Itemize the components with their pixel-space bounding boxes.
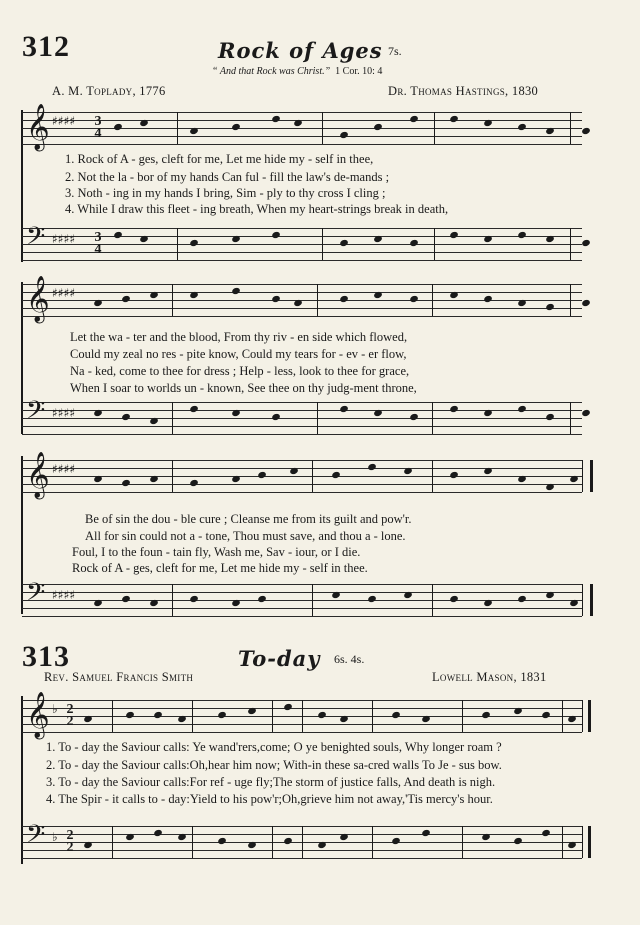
sharp-icon: ♯♯♯♯ <box>52 286 76 300</box>
verse-4-line: Rock of A - ges, cleft for me, Let me hide my - self in thee. <box>72 561 368 575</box>
note-head <box>113 231 123 239</box>
sharp-icon: ♯♯♯♯ <box>52 232 76 246</box>
staff-line <box>22 418 582 419</box>
note-head <box>189 479 199 487</box>
staff-line <box>22 308 582 309</box>
staff-line <box>22 144 582 145</box>
hymn-number: 312 <box>22 30 70 63</box>
note-head <box>231 475 241 483</box>
bass-staff <box>22 578 582 616</box>
note-head <box>483 409 493 417</box>
note-head <box>449 115 459 123</box>
staff-line <box>22 316 582 317</box>
note-head <box>217 837 227 845</box>
note-head <box>283 703 293 711</box>
note-head <box>545 303 555 311</box>
staff-line <box>22 236 582 237</box>
bar-line <box>192 700 193 732</box>
bar-line <box>432 402 433 434</box>
staff-line <box>22 460 582 461</box>
note-head <box>421 715 431 723</box>
note-head <box>567 715 577 723</box>
time-signature: 2 2 <box>66 702 74 729</box>
staff-line <box>22 492 582 493</box>
note-head <box>581 127 591 135</box>
note-head <box>513 837 523 845</box>
note-head <box>483 599 493 607</box>
treble-clef-icon: 𝄞 <box>26 452 50 498</box>
verse-1-line: 1. To - day the Saviour calls: Ye wand'rers,come; O ye benighted souls, Why longer roam ? <box>46 740 502 754</box>
hymn-meter: 6s. 4s. <box>334 652 365 666</box>
bass-clef-icon: 𝄢 <box>26 820 46 855</box>
note-head <box>339 715 349 723</box>
note-head <box>247 841 257 849</box>
note-head <box>247 707 257 715</box>
note-head <box>483 119 493 127</box>
staff-line <box>22 616 582 617</box>
note-head <box>545 413 555 421</box>
staff-line <box>22 228 582 229</box>
note-head <box>257 471 267 479</box>
bar-line <box>434 112 435 144</box>
staff-line <box>22 476 582 477</box>
note-head <box>367 595 377 603</box>
verse-3-line: Foul, I to the foun - tain fly, Wash me, Sav - iour, or I die. <box>72 545 361 559</box>
bar-line <box>192 826 193 858</box>
staff-line <box>22 112 582 113</box>
treble-clef-icon: 𝄞 <box>26 276 50 322</box>
bar-line <box>562 826 563 858</box>
note-head <box>449 231 459 239</box>
note-head <box>449 405 459 413</box>
bar-line <box>588 700 591 732</box>
note-head <box>517 299 527 307</box>
note-head <box>483 295 493 303</box>
note-head <box>93 475 103 483</box>
bar-line <box>172 460 173 492</box>
note-head <box>93 599 103 607</box>
staff-line <box>22 608 582 609</box>
verse-1-line: 1. Rock of A - ges, cleft for me, Let me hide my - self in thee, <box>65 152 374 166</box>
verse-1-line: Be of sin the dou - ble cure ; Cleanse me from its guilt and pow'r. <box>85 512 412 526</box>
note-head <box>421 829 431 837</box>
verse-4-line: 4. While I draw this fleet - ing breath, When my heart-strings break in death, <box>65 202 449 216</box>
note-head <box>581 239 591 247</box>
note-head <box>317 711 327 719</box>
note-head <box>403 591 413 599</box>
note-head <box>283 837 293 845</box>
note-head <box>271 295 281 303</box>
verse-3-line: Na - ked, come to thee for dress ; Help - less, look to thee for grace, <box>70 364 410 378</box>
bar-line <box>432 284 433 316</box>
hymn-number: 313 <box>22 640 70 673</box>
staff-line <box>22 128 582 129</box>
note-head <box>139 119 149 127</box>
staff-line <box>22 410 582 411</box>
note-head <box>567 841 577 849</box>
note-head <box>409 413 419 421</box>
verse-1-line: Let the wa - ter and the blood, From thy riv - en side which flowed, <box>70 330 408 344</box>
bar-line <box>177 228 178 260</box>
note-head <box>189 127 199 135</box>
note-head <box>189 291 199 299</box>
staff-line <box>22 592 582 593</box>
note-head <box>517 475 527 483</box>
bar-line <box>172 584 173 616</box>
note-head <box>189 239 199 247</box>
composer-credit: Lowell Mason, 1831 <box>432 670 547 684</box>
treble-clef-icon: 𝄞 <box>26 104 50 150</box>
note-head <box>177 715 187 723</box>
bar-line <box>317 284 318 316</box>
staff-line <box>22 120 582 121</box>
bar-line <box>302 826 303 858</box>
bar-line <box>312 584 313 616</box>
note-head <box>517 231 527 239</box>
staff-line <box>22 584 582 585</box>
treble-staff <box>22 276 582 322</box>
note-head <box>517 123 527 131</box>
note-head <box>481 833 491 841</box>
note-head <box>83 715 93 723</box>
note-head <box>373 235 383 243</box>
staff-line <box>22 260 582 261</box>
epigraph-reference: 1 Cor. 10: 4 <box>335 66 383 77</box>
bar-line <box>582 584 583 616</box>
lyricist-credit: A. M. Toplady, 1776 <box>52 84 166 98</box>
note-head <box>271 413 281 421</box>
bass-clef-icon: 𝄢 <box>26 222 46 257</box>
staff-line <box>22 732 582 733</box>
bar-line <box>272 700 273 732</box>
bar-line <box>588 826 591 858</box>
note-head <box>403 467 413 475</box>
note-head <box>409 295 419 303</box>
verse-3-line: 3. To - day the Saviour calls:For ref - uge fly;The storm of justice falls, And death is nigh. <box>46 775 496 789</box>
note-head <box>367 463 377 471</box>
staff-line <box>22 136 582 137</box>
verse-4-line: When I soar to worlds un - known, See thee on thy judg-ment throne, <box>70 381 417 395</box>
bar-line <box>562 700 563 732</box>
note-head <box>331 591 341 599</box>
bar-line <box>112 700 113 732</box>
staff-line <box>22 252 582 253</box>
bar-line <box>172 402 173 434</box>
bar-line <box>272 826 273 858</box>
staff-line <box>22 434 582 435</box>
note-head <box>121 595 131 603</box>
note-head <box>257 595 267 603</box>
time-signature: 3 4 <box>94 114 102 141</box>
note-head <box>331 471 341 479</box>
treble-clef-icon: 𝄞 <box>26 692 50 738</box>
bar-line <box>432 460 433 492</box>
note-head <box>125 711 135 719</box>
note-head <box>139 235 149 243</box>
note-head <box>189 405 199 413</box>
bar-line <box>570 402 571 434</box>
note-head <box>121 413 131 421</box>
note-head <box>125 833 135 841</box>
hymn-title: Rock of Ages <box>218 38 383 63</box>
note-head <box>121 295 131 303</box>
note-head <box>449 291 459 299</box>
treble-staff <box>22 452 582 498</box>
note-head <box>391 711 401 719</box>
bar-line <box>322 228 323 260</box>
note-head <box>339 833 349 841</box>
note-head <box>517 405 527 413</box>
verse-2-line: 2. Not the la - bor of my hands Can ful - fill the law's de-mands ; <box>65 170 390 184</box>
note-head <box>113 123 123 131</box>
staff-line <box>22 284 582 285</box>
note-head <box>449 471 459 479</box>
lyricist-credit: Rev. Samuel Francis Smith <box>44 670 194 684</box>
note-head <box>317 841 327 849</box>
note-head <box>153 711 163 719</box>
note-head <box>545 483 555 491</box>
note-head <box>373 409 383 417</box>
bass-staff <box>22 396 582 434</box>
note-head <box>83 841 93 849</box>
note-head <box>289 467 299 475</box>
bar-line <box>570 284 571 316</box>
staff-line <box>22 402 582 403</box>
bar-line <box>322 112 323 144</box>
staff-line <box>22 426 582 427</box>
note-head <box>339 239 349 247</box>
bar-line <box>590 460 593 492</box>
note-head <box>545 127 555 135</box>
note-head <box>121 479 131 487</box>
note-head <box>541 711 551 719</box>
composer-credit: Dr. Thomas Hastings, 1830 <box>388 84 539 98</box>
bar-line <box>432 584 433 616</box>
note-head <box>231 235 241 243</box>
verse-2-line: All for sin could not a - tone, Thou must save, and thou a - lone. <box>85 529 406 543</box>
staff-line <box>22 858 582 859</box>
note-head <box>177 833 187 841</box>
bar-line <box>582 460 583 492</box>
verse-3-line: 3. Noth - ing in my hands I bring, Sim - ply to thy cross I cling ; <box>65 186 386 200</box>
bar-line <box>582 826 583 858</box>
bar-line <box>582 700 583 732</box>
note-head <box>517 595 527 603</box>
note-head <box>449 595 459 603</box>
time-signature: 2 2 <box>66 828 74 855</box>
note-head <box>231 409 241 417</box>
bar-line <box>462 826 463 858</box>
note-head <box>293 299 303 307</box>
treble-staff <box>22 104 582 150</box>
note-head <box>339 295 349 303</box>
note-head <box>271 115 281 123</box>
staff-line <box>22 244 582 245</box>
staff-line <box>22 600 582 601</box>
bar-line <box>570 112 571 144</box>
bar-line <box>462 700 463 732</box>
note-head <box>581 409 591 417</box>
epigraph <box>212 66 382 77</box>
note-head <box>293 119 303 127</box>
note-head <box>481 711 491 719</box>
treble-staff <box>22 692 582 738</box>
sharp-icon: ♯♯♯♯ <box>52 114 76 128</box>
verse-2-line: Could my zeal no res - pite know, Could my tears for - ev - er flow, <box>70 347 407 361</box>
staff-line <box>22 300 582 301</box>
note-head <box>513 707 523 715</box>
note-head <box>541 829 551 837</box>
note-head <box>483 467 493 475</box>
note-head <box>93 409 103 417</box>
bar-line <box>317 402 318 434</box>
hymn-meter: 7s. <box>388 44 402 58</box>
epigraph-text: “ And that Rock was Christ.” <box>212 66 331 77</box>
note-head <box>569 599 579 607</box>
note-head <box>409 239 419 247</box>
bar-line <box>590 584 593 616</box>
bar-line <box>312 460 313 492</box>
sharp-icon: ♯♯♯♯ <box>52 406 76 420</box>
staff-line <box>22 468 582 469</box>
note-head <box>149 475 159 483</box>
bar-line <box>372 826 373 858</box>
note-head <box>153 829 163 837</box>
time-signature: 3 4 <box>94 230 102 257</box>
staff-line <box>22 292 582 293</box>
bar-line <box>434 228 435 260</box>
note-head <box>231 287 241 295</box>
flat-icon: ♭ <box>52 830 58 844</box>
note-head <box>149 599 159 607</box>
sharp-icon: ♯♯♯♯ <box>52 588 76 602</box>
bass-staff <box>22 222 582 260</box>
note-head <box>373 291 383 299</box>
note-head <box>339 405 349 413</box>
note-head <box>483 235 493 243</box>
note-head <box>339 131 349 139</box>
verse-4-line: 4. The Spir - it calls to - day:Yield to his pow'r;Oh,grieve him not away,'Tis mercy's hour. <box>46 792 493 806</box>
bar-line <box>172 284 173 316</box>
flat-icon: ♭ <box>52 702 58 716</box>
bass-staff <box>22 820 582 858</box>
note-head <box>149 417 159 425</box>
staff-line <box>22 484 582 485</box>
note-head <box>271 231 281 239</box>
note-head <box>409 115 419 123</box>
bar-line <box>112 826 113 858</box>
bar-line <box>372 700 373 732</box>
bar-line <box>302 700 303 732</box>
note-head <box>569 475 579 483</box>
note-head <box>217 711 227 719</box>
note-head <box>391 837 401 845</box>
note-head <box>231 599 241 607</box>
note-head <box>545 235 555 243</box>
bar-line <box>177 112 178 144</box>
note-head <box>545 591 555 599</box>
sharp-icon: ♯♯♯♯ <box>52 462 76 476</box>
note-head <box>231 123 241 131</box>
hymn-title: To-day <box>238 646 321 671</box>
verse-2-line: 2. To - day the Saviour calls:Oh,hear him now; With-in these sa-cred walls To Je - sus bow. <box>46 758 502 772</box>
note-head <box>149 291 159 299</box>
bar-line <box>570 228 571 260</box>
bass-clef-icon: 𝄢 <box>26 578 46 613</box>
bass-clef-icon: 𝄢 <box>26 396 46 431</box>
note-head <box>373 123 383 131</box>
note-head <box>189 595 199 603</box>
note-head <box>581 299 591 307</box>
note-head <box>93 299 103 307</box>
